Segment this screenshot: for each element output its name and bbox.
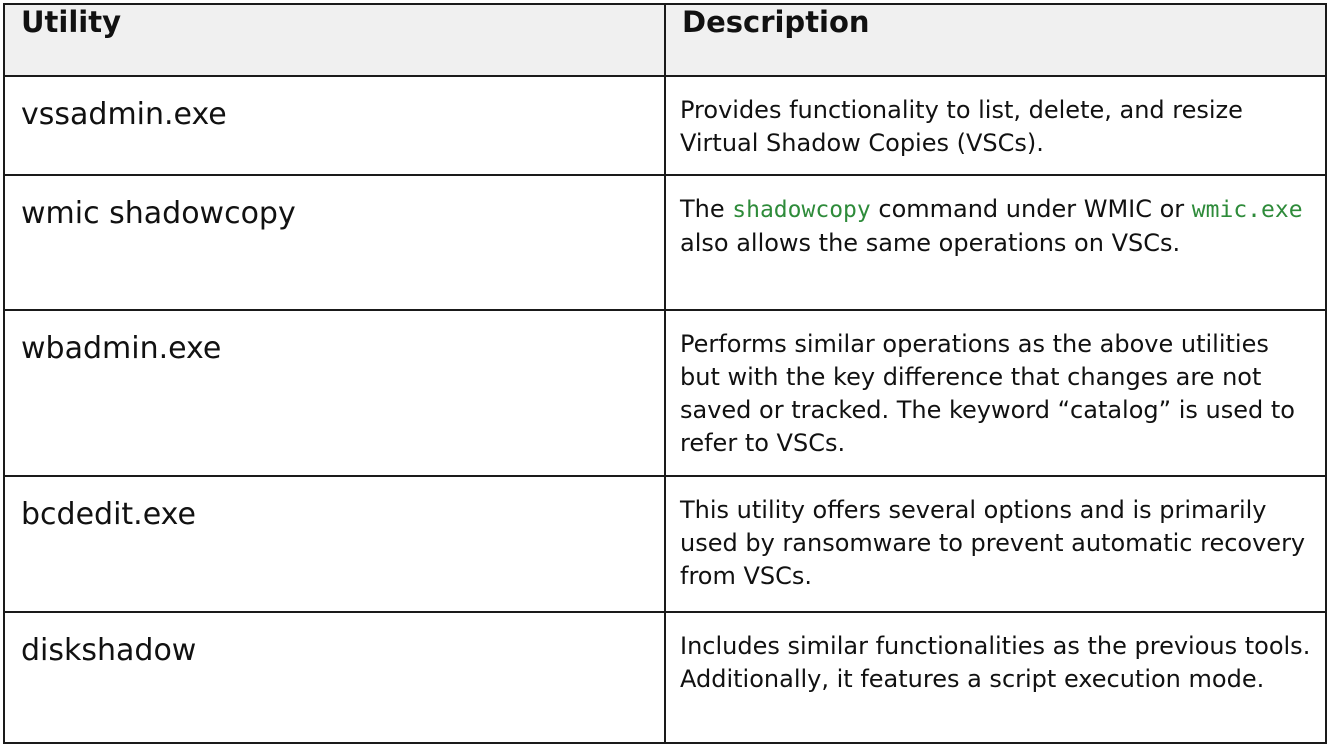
description-cell: Includes similar functionalities as the previous tools. Additionally, it features a script execution mode. <box>665 612 1326 743</box>
utility-cell: wbadmin.exe <box>4 310 665 476</box>
table-row <box>4 476 1326 612</box>
table-row <box>4 310 1326 476</box>
description-cell: Provides functionality to list, delete, and resize Virtual Shadow Copies (VSCs). <box>665 76 1326 175</box>
utility-cell: wmic shadowcopy <box>4 175 665 310</box>
description-column-header: Description <box>665 4 1326 76</box>
inline-code: wmic.exe <box>1191 197 1303 223</box>
description-cell: Performs similar operations as the above utilities but with the key difference that changes are not saved or tracked. The keyword “catalog” is used to refer to VSCs. <box>665 310 1326 476</box>
utility-cell: bcdedit.exe <box>4 476 665 612</box>
table-header-row <box>4 4 1326 76</box>
description-cell: This utility offers several options and is primarily used by ransomware to prevent automatic recovery from VSCs. <box>665 476 1326 612</box>
description-text: The <box>680 195 733 223</box>
table-row <box>4 76 1326 175</box>
utilities-table <box>3 3 1327 744</box>
utility-cell: vssadmin.exe <box>4 76 665 175</box>
utility-cell: diskshadow <box>4 612 665 743</box>
table-row <box>4 175 1326 310</box>
utility-column-header: Utility <box>4 4 665 76</box>
table-row <box>4 612 1326 743</box>
inline-code: shadowcopy <box>732 197 871 223</box>
description-text: also allows the same operations on VSCs. <box>680 229 1181 257</box>
description-cell <box>665 175 1326 310</box>
description-text: command under WMIC or <box>870 195 1192 223</box>
